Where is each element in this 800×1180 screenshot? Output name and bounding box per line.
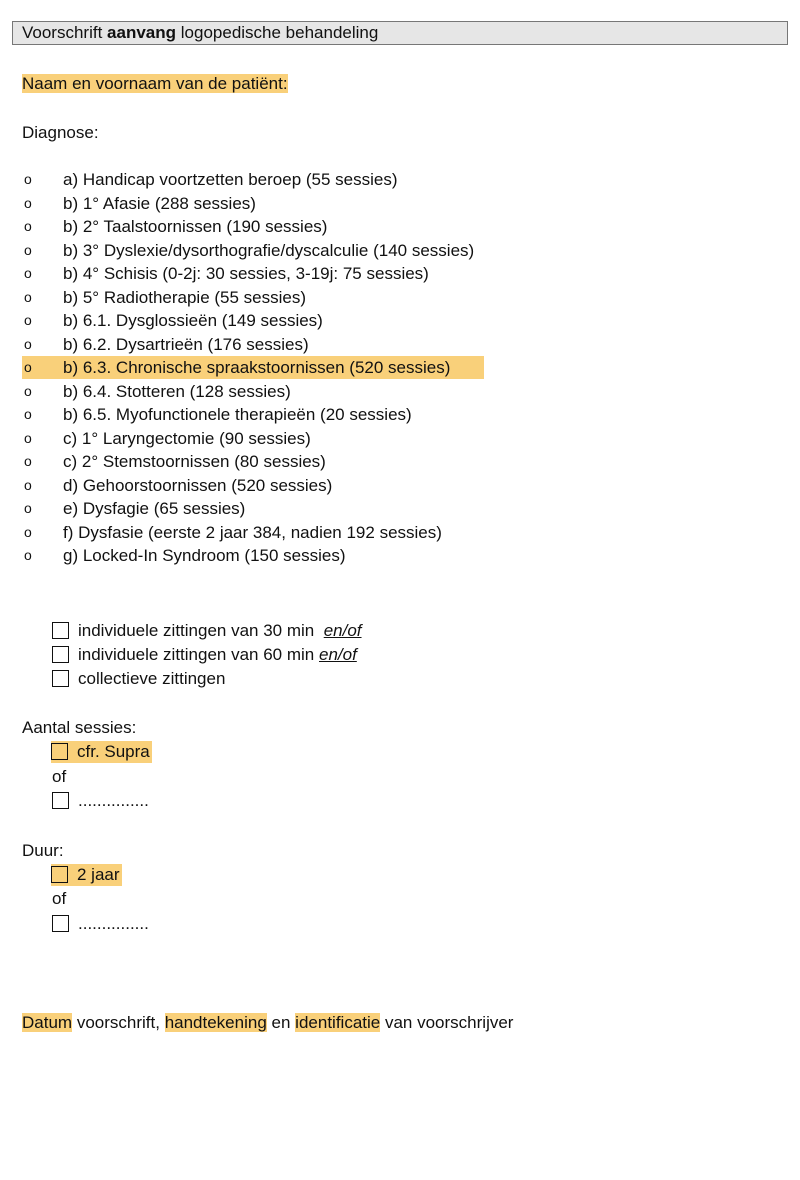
bullet-icon: o bbox=[24, 288, 32, 305]
bullet-icon: o bbox=[24, 359, 32, 375]
diagnosis-text: b) 2° Taalstoornissen (190 sessies) bbox=[63, 217, 328, 236]
diagnosis-item[interactable] bbox=[0, 286, 800, 310]
diagnosis-text: f) Dysfasie (eerste 2 jaar 384, nadien 192 sessies) bbox=[63, 522, 442, 542]
checkbox[interactable] bbox=[52, 646, 69, 663]
bullet-icon: o bbox=[24, 335, 32, 352]
checkbox[interactable] bbox=[52, 622, 69, 639]
option-collective[interactable]: collectieve zittingen bbox=[52, 668, 225, 690]
diagnosis-item[interactable] bbox=[0, 239, 800, 263]
diagnosis-label: Diagnose: bbox=[22, 123, 99, 142]
bullet-icon: o bbox=[24, 218, 32, 234]
footer-signature-line: Datum voorschrift, handtekening en identificatie van voorschrijver bbox=[22, 1013, 514, 1032]
bullet-icon: o bbox=[24, 265, 32, 281]
diagnosis-item[interactable] bbox=[0, 168, 800, 192]
bullet-icon: o bbox=[24, 500, 32, 516]
diagnosis-item[interactable] bbox=[0, 497, 800, 521]
title-bold: aanvang bbox=[107, 23, 177, 42]
diagnosis-text: b) 1° Afasie (288 sessies) bbox=[63, 193, 256, 213]
checkbox[interactable] bbox=[52, 915, 69, 932]
checkbox[interactable] bbox=[52, 670, 69, 687]
diagnosis-text: b) 6.5. Myofunctionele therapieën (20 sessies) bbox=[63, 405, 412, 424]
diagnosis-item[interactable] bbox=[0, 262, 800, 286]
diagnosis-text: c) 2° Stemstoornissen (80 sessies) bbox=[63, 452, 326, 471]
bullet-icon: o bbox=[24, 429, 32, 446]
option-individual-60[interactable]: individuele zittingen van 60 min en/of bbox=[52, 644, 357, 666]
bullet-icon: o bbox=[24, 312, 32, 328]
diagnosis-item[interactable] bbox=[0, 521, 800, 545]
diagnosis-text: b) 3° Dyslexie/dysorthografie/dyscalculie (140 sessies) bbox=[63, 240, 475, 260]
diagnosis-item[interactable] bbox=[0, 450, 800, 474]
aantal-or: of bbox=[52, 767, 67, 786]
diagnosis-item[interactable] bbox=[0, 544, 800, 568]
diagnosis-text: b) 6.3. Chronische spraakstoornissen (520 sessies) bbox=[63, 358, 451, 377]
duur-label: Duur: bbox=[22, 841, 64, 860]
bullet-icon: o bbox=[24, 523, 32, 540]
diagnosis-item[interactable] bbox=[0, 333, 800, 357]
duur-or: of bbox=[52, 889, 67, 908]
option-individual-30[interactable]: individuele zittingen van 30 min en/of bbox=[52, 620, 362, 642]
duur-option-custom[interactable]: ............... bbox=[52, 913, 149, 935]
bullet-icon: o bbox=[24, 382, 32, 399]
checkbox-checked[interactable] bbox=[51, 866, 68, 883]
title-prefix: Voorschrift bbox=[22, 23, 103, 42]
diagnosis-text: e) Dysfagie (65 sessies) bbox=[63, 499, 246, 518]
diagnosis-text: b) 6.2. Dysartrieën (176 sessies) bbox=[63, 334, 309, 354]
diagnosis-text: b) 6.1. Dysglossieën (149 sessies) bbox=[63, 311, 323, 330]
diagnosis-item[interactable] bbox=[0, 215, 800, 239]
aantal-option-supra[interactable]: cfr. Supra bbox=[51, 741, 152, 763]
checkbox-checked[interactable] bbox=[51, 743, 68, 760]
title-suffix: logopedische behandeling bbox=[180, 23, 379, 42]
diagnosis-item[interactable] bbox=[0, 403, 800, 427]
bullet-icon: o bbox=[24, 194, 32, 211]
aantal-option-custom[interactable]: ............... bbox=[52, 790, 149, 812]
bullet-icon: o bbox=[24, 476, 32, 493]
diagnosis-text: c) 1° Laryngectomie (90 sessies) bbox=[63, 428, 311, 448]
diagnosis-item[interactable] bbox=[0, 309, 800, 333]
patient-name-label: Naam en voornaam van de patiënt: bbox=[22, 74, 288, 93]
diagnosis-text: b) 4° Schisis (0-2j: 30 sessies, 3-19j: 75 sessies) bbox=[63, 264, 429, 283]
bullet-icon: o bbox=[24, 453, 32, 469]
aantal-sessies-label: Aantal sessies: bbox=[22, 718, 137, 737]
diagnosis-item[interactable] bbox=[0, 192, 800, 216]
diagnosis-text: g) Locked-In Syndroom (150 sessies) bbox=[63, 546, 346, 565]
diagnosis-item[interactable] bbox=[0, 380, 800, 404]
form-title bbox=[12, 21, 788, 45]
diagnosis-list bbox=[0, 168, 800, 568]
diagnosis-text: a) Handicap voortzetten beroep (55 sessies) bbox=[63, 170, 398, 189]
bullet-icon: o bbox=[24, 547, 32, 563]
diagnosis-text: b) 6.4. Stotteren (128 sessies) bbox=[63, 381, 291, 401]
diagnosis-text: b) 5° Radiotherapie (55 sessies) bbox=[63, 287, 307, 307]
duur-option-2-jaar[interactable]: 2 jaar bbox=[51, 864, 122, 886]
bullet-icon: o bbox=[24, 171, 32, 187]
bullet-icon: o bbox=[24, 406, 32, 422]
bullet-icon: o bbox=[24, 241, 32, 258]
diagnosis-text: d) Gehoorstoornissen (520 sessies) bbox=[63, 475, 333, 495]
diagnosis-item[interactable] bbox=[0, 427, 800, 451]
checkbox[interactable] bbox=[52, 792, 69, 809]
diagnosis-item[interactable] bbox=[0, 356, 800, 380]
diagnosis-item[interactable] bbox=[0, 474, 800, 498]
